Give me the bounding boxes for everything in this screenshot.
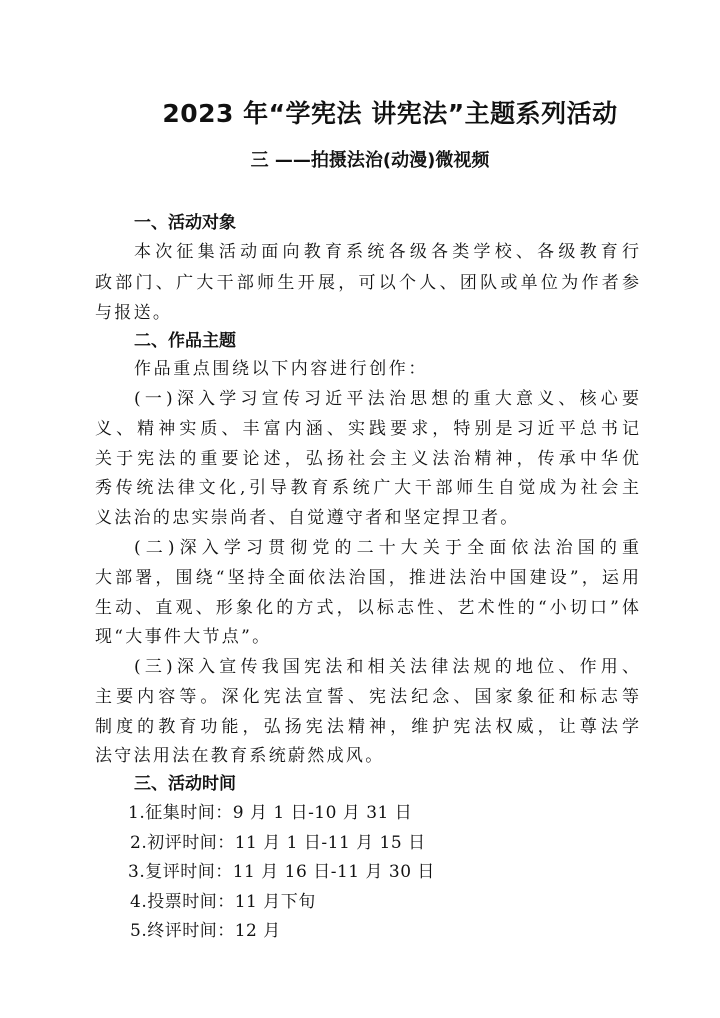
paragraph-line: (二)深入学习贯彻党的二十大关于全面依法治国的重 xyxy=(134,538,639,558)
section-heading-work-theme: 二、作品主题 xyxy=(134,331,236,351)
paragraph-line: 作品重点围绕以下内容进行创作： xyxy=(134,359,428,379)
schedule-item: 3.复评时间：11 月 16 日-11 月 30 日 xyxy=(128,862,435,882)
document-title: 2023 年“学宪法 讲宪法”主题系列活动 xyxy=(162,99,618,128)
paragraph-line: 生动、直观、形象化的方式，以标志性、艺术性的“小切口”体 xyxy=(95,598,639,618)
paragraph-line: 制度的教育功能，弘扬宪法精神，维护宪法权威，让尊法学 xyxy=(95,717,639,737)
paragraph-line: 大部署，围绕“坚持全面依法治国，推进法治中国建设”，运用 xyxy=(95,568,639,588)
paragraph-line: 现“大事件大节点”。 xyxy=(95,627,272,647)
schedule-item: 2.初评时间：11 月 1 日-11 月 15 日 xyxy=(130,833,426,853)
paragraph-line: 主要内容等。深化宪法宣誓、宪法纪念、国家象征和标志等 xyxy=(95,687,639,707)
paragraph-line: 法守法用法在教育系统蔚然成风。 xyxy=(95,746,385,766)
paragraph-line: 义、精神实质、丰富内涵、实践要求，特别是习近平总书记 xyxy=(95,419,639,439)
paragraph-line: 政部门、广大干部师生开展，可以个人、团队或单位为作者参 xyxy=(95,273,639,293)
paragraph-line: 关于宪法的重要论述，弘扬社会主义法治精神，传承中华优 xyxy=(95,449,639,469)
document-subtitle: 三 ——拍摄法治(动漫)微视频 xyxy=(250,150,490,171)
schedule-item: 4.投票时间：11 月下旬 xyxy=(130,892,316,912)
section-heading-activity-target: 一、活动对象 xyxy=(134,213,236,233)
paragraph-line: 与报送。 xyxy=(95,303,173,323)
section-heading-activity-time: 三、活动时间 xyxy=(134,774,236,794)
schedule-item: 5.终评时间：12 月 xyxy=(130,921,281,941)
paragraph-line: 秀传统法律文化,引导教育系统广大干部师生自觉成为社会主 xyxy=(95,478,639,498)
paragraph-line: 义法治的忠实崇尚者、自觉遵守者和坚定捍卫者。 xyxy=(95,508,520,528)
paragraph-line: (一)深入学习宣传习近平法治思想的重大意义、核心要 xyxy=(134,389,639,409)
paragraph-line: (三)深入宣传我国宪法和相关法律法规的地位、作用、 xyxy=(134,657,639,677)
paragraph-line: 本次征集活动面向教育系统各级各类学校、各级教育行 xyxy=(134,242,639,262)
schedule-item: 1.征集时间：9 月 1 日-10 月 31 日 xyxy=(128,803,413,823)
